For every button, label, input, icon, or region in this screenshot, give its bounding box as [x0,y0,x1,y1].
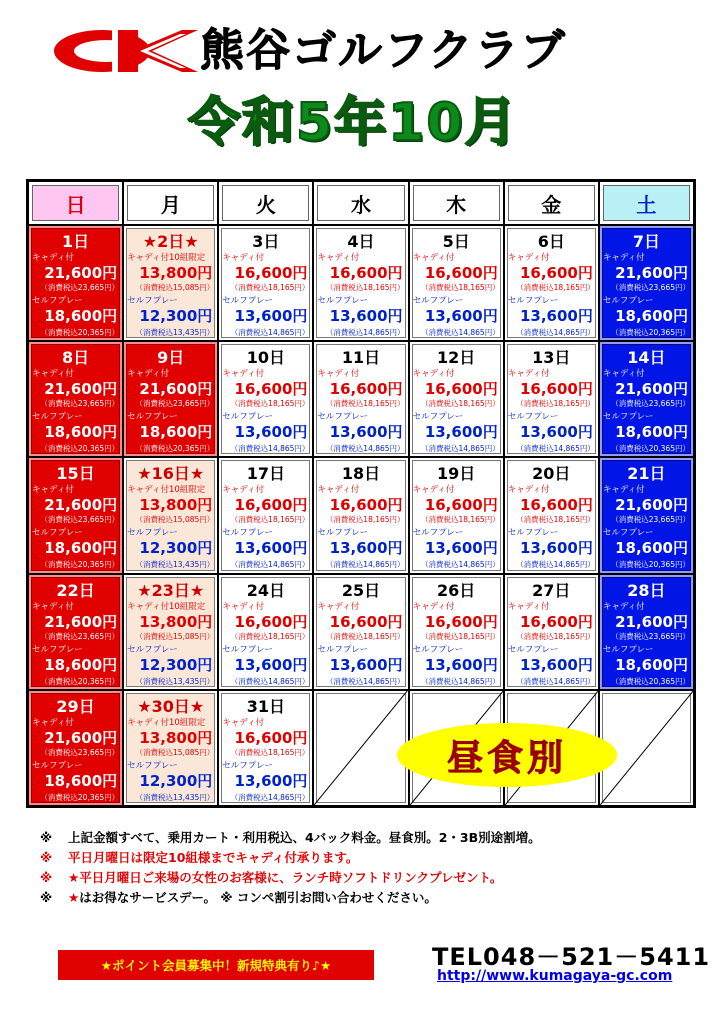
caddie-price: 16,600円 [519,496,593,515]
caddie-price: 13,800円 [139,496,213,515]
caddie-price-tax: （消費税込15,085円） [135,631,215,641]
self-play-price-tax: （消費税込13,435円） [135,792,215,802]
caddie-price-tax: （消費税込23,665円） [40,631,120,641]
self-play-price-tax: （消費税込20,365円） [611,328,690,337]
self-play-label: セルフプレー [127,644,178,655]
caddie-label: キャディ付 [222,717,265,728]
self-play-label: セルフプレー [412,644,464,655]
day-number: ★23日★ [137,580,205,600]
self-play-price-tax: （消費税込14,865円） [230,792,310,802]
caddie-price-tax: （消費税込15,085円） [135,283,215,292]
caddie-label: キャディ付 [127,369,169,380]
day-cell [218,225,313,341]
caddie-price-tax: （消費税込18,165円） [516,515,595,525]
caddie-label: キャディ付 [222,253,265,263]
self-play-price: 12,300円 [139,655,213,674]
day-cell [28,225,123,341]
note-2 [40,848,541,868]
caddie-price-tax: （消費税込18,165円） [230,283,310,292]
day-number: ★30日★ [137,696,205,716]
caddie-label: キャディ付 [317,369,360,380]
caddie-price: 21,600円 [615,496,688,515]
caddie-label: キャディ付 [317,253,360,263]
caddie-price-tax: （消費税込23,665円） [40,747,120,757]
caddie-price: 16,600円 [424,612,498,631]
day-cell [123,225,218,341]
caddie-price-tax: （消費税込18,165円） [325,283,405,292]
self-play-price-tax: （消費税込14,865円） [420,444,500,454]
self-play-price: 18,600円 [615,655,688,674]
kumagaya-ck-logo-icon [52,28,198,78]
self-play-label: セルフプレー [507,412,559,423]
day-number: 17日 [246,464,285,484]
weekday-header: 金 [504,181,599,225]
self-play-price-tax: （消費税込20,365円） [135,444,215,454]
day-number: 25日 [341,580,381,600]
self-play-price-tax: （消費税込14,865円） [230,676,310,686]
caddie-price: 13,800円 [139,612,213,631]
caddie-price-tax: （消費税込23,665円） [40,283,120,292]
caddie-price-tax: （消費税込23,665円） [611,399,690,409]
caddie-label: キャディ付 [507,601,550,612]
self-play-price-tax: （消費税込13,435円） [135,676,215,686]
caddie-price-tax: （消費税込15,085円） [135,515,215,525]
day-cell [504,225,599,341]
note-text: 上記金額すべて、乗用カート・利用税込、4バック料金。昼食別。2・3B別途割増。 [68,830,541,845]
day-number: 26日 [436,580,476,600]
day-number: 28日 [627,580,666,600]
self-play-price: 12,300円 [139,307,213,325]
self-play-label: セルフプレー [222,760,273,771]
caddie-price-tax: （消費税込18,165円） [325,399,405,409]
day-cell [409,341,504,457]
self-play-price: 13,600円 [234,539,308,558]
day-number: 10日 [246,348,285,368]
day-number: 29日 [56,696,95,716]
self-play-price-tax: （消費税込14,865円） [420,328,500,337]
self-play-label: セルフプレー [222,412,273,423]
self-play-label: セルフプレー [412,412,464,423]
self-play-label: セルフプレー [317,644,369,655]
self-play-label: セルフプレー [317,296,369,306]
caddie-price: 16,600円 [234,728,308,747]
day-cell [313,457,408,573]
self-play-label: セルフプレー [32,412,83,423]
caddie-price-tax: （消費税込15,085円） [135,747,215,757]
caddie-price-tax: （消費税込23,665円） [135,399,215,409]
caddie-price-tax: （消費税込18,165円） [325,631,405,641]
empty-cell [313,690,408,806]
day-number: 27日 [532,580,571,600]
caddie-label: キャディ付 [32,485,74,496]
caddie-price: 16,600円 [519,380,593,399]
club-name: 熊谷ゴルフクラブ [200,25,567,76]
self-play-price-tax: （消費税込14,865円） [325,328,405,337]
day-cell [218,457,313,573]
self-play-price-tax: （消費税込20,365円） [40,676,120,686]
day-cell [28,574,123,690]
point-member-banner: ★ポイント会員募集中！新規特典有り♪★ [58,950,374,980]
self-play-label: セルフプレー [507,296,559,306]
self-play-price-tax: （消費税込14,865円） [325,560,405,570]
day-cell [123,574,218,690]
caddie-label: キャディ付 [32,717,74,728]
day-number: 20日 [532,464,571,484]
weekday-header: 月 [123,181,218,225]
self-play-price: 18,600円 [615,423,688,442]
self-play-price-tax: （消費税込13,435円） [135,560,215,570]
caddie-price-tax: （消費税込23,665円） [40,515,120,525]
self-play-price-tax: （消費税込20,365円） [40,328,120,337]
day-number: ★2日★ [142,232,199,251]
calendar [26,179,696,808]
notes [40,828,541,908]
day-number: 19日 [436,464,476,484]
caddie-price: 13,800円 [139,728,213,747]
day-cell [504,341,599,457]
day-cell [504,574,599,690]
caddie-price-tax: （消費税込18,165円） [420,283,500,292]
note-text: ★平日月曜日ご来場の女性のお客様に、ランチ時ソフトドリンクプレゼント。 [68,870,503,885]
caddie-label: キャディ付 [507,369,550,380]
self-play-label: セルフプレー [127,412,178,423]
caddie-price: 21,600円 [615,380,688,399]
caddie-label: キャディ付 [317,601,360,612]
self-play-price-tax: （消費税込20,365円） [40,444,120,454]
day-cell [599,341,694,457]
note-text: 平日月曜日は限定10組様までキャディ付承ります。 [68,850,359,865]
weekday-header: 火 [218,181,313,225]
day-cell [28,690,123,806]
caddie-label: キャディ付 [412,369,455,380]
caddie-price: 21,600円 [44,612,118,631]
note-mark: ※ [40,890,53,905]
phone-number: TEL048－521－5411 [432,943,711,971]
self-play-price: 18,600円 [44,423,118,442]
self-play-price-tax: （消費税込14,865円） [325,444,405,454]
self-play-label: セルフプレー [222,528,273,539]
caddie-price-tax: （消費税込23,665円） [611,283,690,292]
day-cell [313,225,408,341]
caddie-price: 16,600円 [424,496,498,515]
day-number: 15日 [56,464,95,484]
caddie-price: 21,600円 [615,612,688,631]
caddie-price-tax: （消費税込18,165円） [230,631,310,641]
self-play-label: セルフプレー [32,528,83,539]
self-play-label: セルフプレー [317,412,369,423]
caddie-label: キャディ付 [32,369,74,380]
caddie-label: キャディ付 [222,485,265,496]
self-play-label: セルフプレー [602,412,654,423]
self-play-label: セルフプレー [507,528,559,539]
caddie-price: 16,600円 [234,380,308,399]
self-play-price: 13,600円 [234,423,308,442]
self-play-label: セルフプレー [602,644,654,655]
self-play-price-tax: （消費税込14,865円） [230,560,310,570]
caddie-label: キャディ付 [507,485,550,496]
day-number: 9日 [157,348,185,368]
star-icon: ★ [68,890,80,905]
self-play-price: 13,600円 [424,655,498,674]
day-cell [599,574,694,690]
caddie-price: 16,600円 [234,496,308,515]
self-play-price: 18,600円 [44,539,118,558]
caddie-label: キャディ付 [317,485,360,496]
day-cell [409,457,504,573]
day-cell [409,225,504,341]
self-play-label: セルフプレー [32,644,83,655]
day-number: 6日 [537,232,565,251]
day-number: 5日 [442,232,470,251]
caddie-price: 21,600円 [44,496,118,515]
note-mark: ※ [40,830,53,845]
self-play-label: セルフプレー [127,528,178,539]
caddie-price-tax: （消費税込23,665円） [611,515,690,525]
self-play-label: セルフプレー [32,760,83,771]
self-play-price: 18,600円 [44,307,118,325]
caddie-price: 21,600円 [139,380,213,399]
note-mark: ※ [40,850,53,865]
self-play-price-tax: （消費税込20,365円） [611,444,690,454]
self-play-label: セルフプレー [127,296,178,306]
caddie-price-tax: （消費税込23,665円） [611,631,690,641]
self-play-label: セルフプレー [507,644,559,655]
day-number: 11日 [341,348,381,368]
day-number: 8日 [62,348,90,368]
day-cell [599,225,694,341]
self-play-price: 13,600円 [424,539,498,558]
caddie-label: キャディ付 [32,253,74,263]
day-number: 22日 [56,580,95,600]
self-play-label: セルフプレー [222,644,273,655]
self-play-label: セルフプレー [602,296,654,306]
caddie-label: キャディ付 [602,369,645,380]
caddie-label: キャディ付 [222,601,265,612]
weekday-header: 土 [599,181,694,225]
self-play-label: セルフプレー [602,528,654,539]
day-cell [599,457,694,573]
self-play-price: 18,600円 [615,539,688,558]
day-number: 4日 [347,232,375,251]
self-play-price: 18,600円 [44,771,118,790]
caddie-price-tax: （消費税込18,165円） [516,399,595,409]
self-play-label: セルフプレー [412,528,464,539]
self-play-price: 18,600円 [139,423,213,442]
self-play-price: 18,600円 [44,655,118,674]
caddie-label: キャディ付10組限定 [127,601,206,612]
website-link[interactable]: http://www.kumagaya-gc.com [437,968,673,984]
caddie-price: 16,600円 [234,612,308,631]
day-cell [123,341,218,457]
day-number: 24日 [246,580,285,600]
caddie-label: キャディ付 [602,485,645,496]
day-number: 1日 [62,232,90,251]
caddie-label: キャディ付 [412,601,455,612]
self-play-price: 13,600円 [329,539,403,558]
day-number: 14日 [627,348,666,368]
self-play-price-tax: （消費税込14,865円） [516,444,595,454]
caddie-label: キャディ付 [507,253,550,263]
day-cell [123,690,218,806]
caddie-price-tax: （消費税込18,165円） [420,515,500,525]
self-play-price: 12,300円 [139,771,213,790]
note-text: はお得なサービスデー。 ※ コンペ割引お問い合わせください。 [79,890,437,905]
caddie-price-tax: （消費税込18,165円） [230,747,310,757]
caddie-label: キャディ付10組限定 [127,717,206,728]
weekday-header: 水 [313,181,408,225]
self-play-price: 13,600円 [234,655,308,674]
day-cell [28,341,123,457]
self-play-label: セルフプレー [32,296,83,306]
self-play-price: 13,600円 [424,307,498,325]
self-play-price-tax: （消費税込14,865円） [516,676,595,686]
caddie-label: キャディ付10組限定 [127,253,206,263]
day-cell [218,690,313,806]
self-play-price-tax: （消費税込14,865円） [516,560,595,570]
caddie-label: キャディ付 [412,485,455,496]
caddie-price: 16,600円 [519,612,593,631]
day-cell [313,574,408,690]
self-play-price: 13,600円 [424,423,498,442]
caddie-price-tax: （消費税込18,165円） [230,515,310,525]
day-number: 31日 [246,696,285,716]
lunch-separate-badge: 昼食別 [397,723,617,787]
caddie-price: 16,600円 [424,380,498,399]
self-play-price: 13,600円 [519,307,593,325]
note-mark: ※ [40,870,53,885]
caddie-price-tax: （消費税込18,165円） [325,515,405,525]
caddie-price: 16,600円 [424,264,498,282]
caddie-price: 16,600円 [329,264,403,282]
day-cell [409,574,504,690]
day-number: 12日 [436,348,476,368]
caddie-price-tax: （消費税込18,165円） [516,631,595,641]
day-number: 18日 [341,464,381,484]
self-play-price-tax: （消費税込14,865円） [325,676,405,686]
self-play-label: セルフプレー [127,760,178,771]
day-number: 21日 [627,464,666,484]
day-number: 7日 [632,232,660,251]
weekday-header: 木 [409,181,504,225]
note-1 [40,828,541,848]
self-play-price: 13,600円 [329,307,403,325]
note-3 [40,868,541,888]
caddie-price: 13,800円 [139,264,213,282]
self-play-price: 18,600円 [615,307,688,325]
day-cell [28,457,123,573]
caddie-label: キャディ付10組限定 [127,485,206,496]
caddie-price: 16,600円 [329,380,403,399]
self-play-price-tax: （消費税込20,365円） [611,560,690,570]
self-play-price-tax: （消費税込20,365円） [40,792,120,802]
self-play-price-tax: （消費税込13,435円） [135,328,215,337]
self-play-price-tax: （消費税込14,865円） [420,560,500,570]
caddie-price-tax: （消費税込18,165円） [420,631,500,641]
header [0,0,724,170]
caddie-price: 16,600円 [234,264,308,282]
self-play-price-tax: （消費税込14,865円） [230,444,310,454]
month-title: 令和5年10月 [188,93,519,153]
caddie-label: キャディ付 [222,369,265,380]
self-play-price-tax: （消費税込20,365円） [40,560,120,570]
day-cell [504,457,599,573]
self-play-price-tax: （消費税込14,865円） [230,328,310,337]
caddie-label: キャディ付 [412,253,455,263]
caddie-price: 21,600円 [615,264,688,282]
self-play-label: セルフプレー [412,296,464,306]
self-play-price-tax: （消費税込14,865円） [516,328,595,337]
caddie-price: 21,600円 [44,728,118,747]
day-number: ★16日★ [137,464,205,484]
day-cell [123,457,218,573]
self-play-price: 13,600円 [234,771,308,790]
day-cell [313,341,408,457]
note-4 [40,888,541,908]
self-play-price: 12,300円 [139,539,213,558]
day-number: 3日 [252,232,280,251]
day-cell [218,341,313,457]
self-play-price-tax: （消費税込20,365円） [611,676,690,686]
caddie-price: 16,600円 [329,496,403,515]
caddie-price-tax: （消費税込18,165円） [420,399,500,409]
self-play-label: セルフプレー [317,528,369,539]
self-play-price: 13,600円 [329,655,403,674]
caddie-price-tax: （消費税込18,165円） [516,283,595,292]
caddie-price-tax: （消費税込23,665円） [40,399,120,409]
self-play-price: 13,600円 [329,423,403,442]
caddie-label: キャディ付 [602,601,645,612]
self-play-price: 13,600円 [519,539,593,558]
caddie-price: 21,600円 [44,380,118,399]
caddie-label: キャディ付 [32,601,74,612]
caddie-price: 16,600円 [519,264,593,282]
self-play-price: 13,600円 [234,307,308,325]
caddie-label: キャディ付 [602,253,645,263]
day-cell [218,574,313,690]
caddie-price: 16,600円 [329,612,403,631]
self-play-price: 13,600円 [519,423,593,442]
caddie-price-tax: （消費税込18,165円） [230,399,310,409]
self-play-price: 13,600円 [519,655,593,674]
self-play-price-tax: （消費税込14,865円） [420,676,500,686]
day-number: 13日 [532,348,571,368]
caddie-price: 21,600円 [44,264,118,282]
self-play-label: セルフプレー [222,296,273,306]
weekday-header: 日 [28,181,123,225]
